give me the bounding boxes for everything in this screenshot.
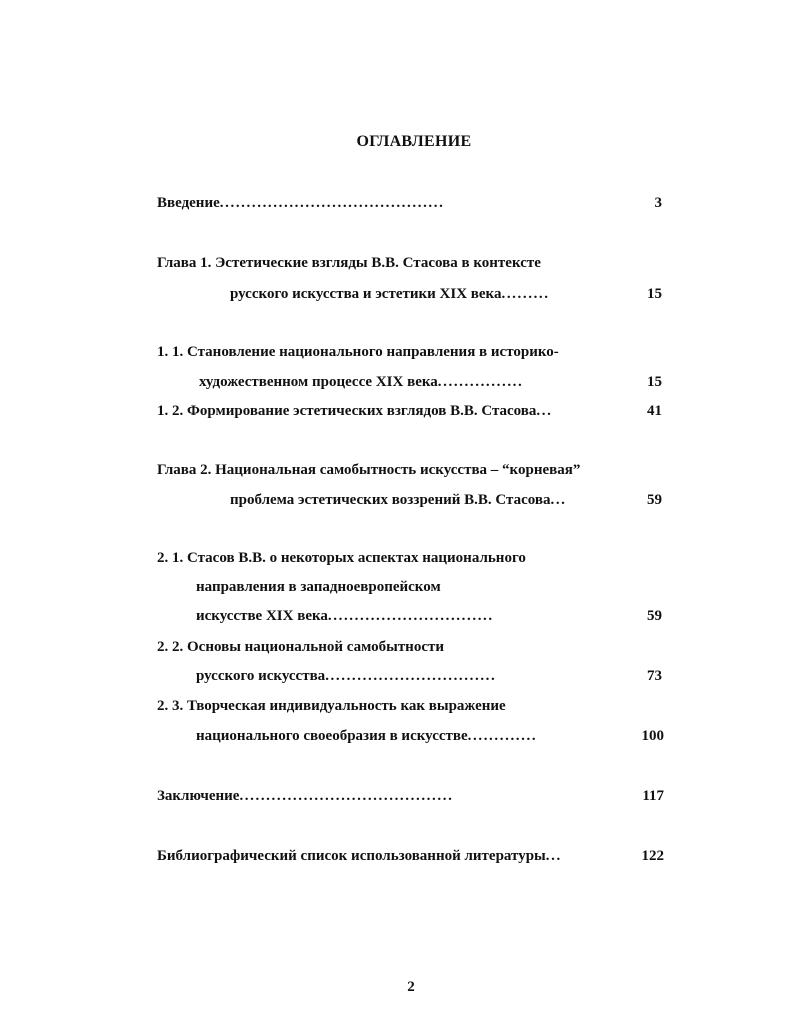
toc-section-2-2-line2[interactable] bbox=[196, 666, 496, 686]
toc-section-1-2[interactable] bbox=[157, 401, 552, 421]
toc-entry-label: русского искусства bbox=[196, 668, 326, 684]
toc-leader-dots: ................................ bbox=[325, 668, 497, 684]
toc-entry-label: художественном процессе XIX века bbox=[199, 374, 438, 390]
toc-section-2-1-line2[interactable]: направления в западноевропейском bbox=[196, 579, 441, 595]
toc-entry-bibliography[interactable] bbox=[157, 846, 562, 866]
toc-page-number: 100 bbox=[641, 728, 664, 744]
toc-page-number: 59 bbox=[647, 492, 662, 508]
toc-page-number: 122 bbox=[641, 848, 664, 864]
toc-leader-dots: ......... bbox=[501, 286, 550, 302]
toc-section-2-3-line2[interactable] bbox=[196, 726, 537, 746]
toc-entry-label: Введение bbox=[157, 195, 220, 211]
toc-chapter-1-line2[interactable] bbox=[230, 284, 550, 304]
toc-entry-label: искусстве XIX века bbox=[196, 608, 328, 624]
toc-leader-dots: ............. bbox=[467, 728, 538, 744]
toc-page-number: 3 bbox=[654, 195, 662, 211]
toc-leader-dots: ............................... bbox=[327, 608, 494, 624]
toc-entry-label: Заключение bbox=[157, 788, 240, 804]
toc-entry-intro[interactable] bbox=[157, 193, 444, 213]
toc-entry-label: русского искусства и эстетики XIX века bbox=[230, 286, 502, 302]
toc-entry-conclusion[interactable] bbox=[157, 786, 453, 806]
toc-entry-label: Библиографический список использованной литературы bbox=[157, 848, 546, 864]
toc-leader-dots: ........................................ bbox=[239, 788, 454, 804]
toc-leader-dots: ................ bbox=[437, 374, 524, 390]
toc-chapter-1-line1[interactable]: Глава 1. Эстетические взгляды В.В. Стасова в контексте bbox=[157, 255, 541, 271]
toc-entry-label: 1. 2. Формирование эстетических взглядов В.В. Стасова bbox=[157, 403, 537, 419]
toc-chapter-2-line2[interactable] bbox=[230, 490, 567, 510]
toc-chapter-2-line1[interactable]: Глава 2. Национальная самобытность искусства – “корневая” bbox=[157, 462, 581, 478]
toc-section-1-1-line1[interactable]: 1. 1. Становление национального направления в историко- bbox=[157, 344, 559, 360]
toc-page-number: 73 bbox=[647, 668, 662, 684]
toc-leader-dots: ... bbox=[550, 492, 567, 508]
page-title: ОГЛАВЛЕНИЕ bbox=[356, 133, 472, 150]
toc-page-number: 15 bbox=[647, 286, 662, 302]
toc-section-1-1-line2[interactable] bbox=[199, 372, 523, 392]
toc-section-2-2-line1[interactable]: 2. 2. Основы национальной самобытности bbox=[157, 639, 444, 655]
page-number: 2 bbox=[407, 979, 415, 995]
toc-entry-label: национального своеобразия в искусстве bbox=[196, 728, 468, 744]
toc-entry-label: проблема эстетических воззрений В.В. Стасова bbox=[230, 492, 551, 508]
toc-section-2-3-line1[interactable]: 2. 3. Творческая индивидуальность как выражение bbox=[157, 698, 506, 714]
toc-leader-dots: ... bbox=[545, 848, 562, 864]
toc-section-2-1-line1[interactable]: 2. 1. Стасов В.В. о некоторых аспектах национального bbox=[157, 550, 526, 566]
toc-page-number: 41 bbox=[647, 403, 662, 419]
toc-leader-dots: ... bbox=[536, 403, 553, 419]
toc-page-number: 117 bbox=[642, 788, 664, 804]
toc-page-number: 59 bbox=[647, 608, 662, 624]
toc-page-number: 15 bbox=[647, 374, 662, 390]
toc-section-2-1-line3[interactable] bbox=[196, 606, 494, 626]
toc-leader-dots: .......................................... bbox=[219, 195, 445, 211]
